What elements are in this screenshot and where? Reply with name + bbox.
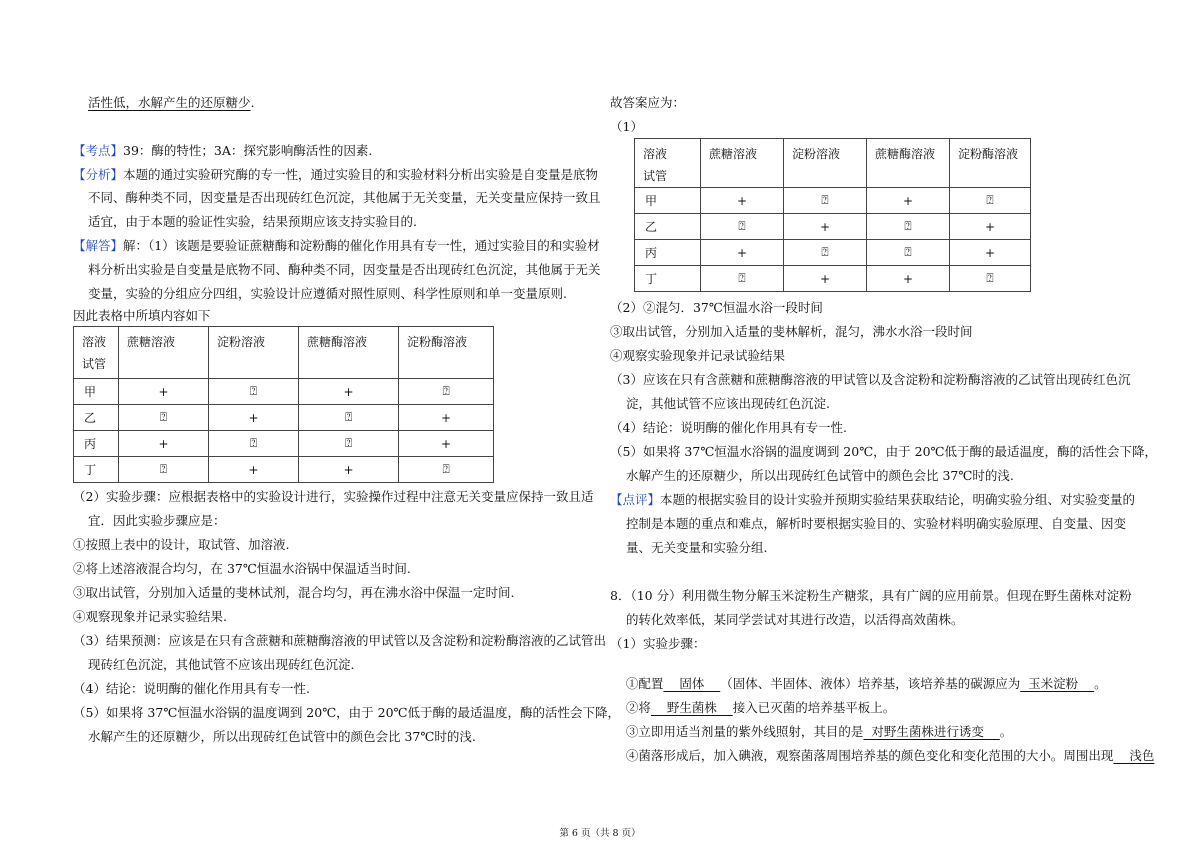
table-header: 蔗糖溶液: [701, 139, 784, 188]
answer-blank: 浅色: [1113, 748, 1155, 763]
jieda-line: 【解答】解：（1）该题是要验证蔗糖酶和淀粉酶的催化作用具有专一性，通过实验目的和实验材: [73, 238, 600, 253]
table-header: 蔗糖酶溶液: [867, 139, 950, 188]
question-8-title: 8．（10 分）利用微生物分解玉米淀粉生产糖浆，具有广阔的应用前景。但现在野生菌株对淀粉: [610, 588, 1132, 603]
text-line: 的转化效率低，某同学尝试对其进行改造，以活得高效菌株。: [626, 612, 964, 627]
text-line: ③立即用适当剂量的紫外线照射，其目的是 对野生菌株进行诱变 。: [625, 724, 1013, 739]
text-line: 控制是本题的重点和难点，解析时要根据实验目的、实验材料明确实验原理、自变量、因变: [626, 516, 1127, 531]
table-header: 淀粉酶溶液: [950, 139, 1031, 188]
text-line: ①配置 固体 （固体、半固体、液体）培养基，该培养基的碳源应为 玉米淀粉 。: [625, 676, 1107, 691]
text-line: 故答案应为：: [610, 95, 686, 110]
answer-blank: 固体: [663, 676, 721, 691]
text-line: （4）结论：说明酶的催化作用具有专一性.: [73, 681, 310, 696]
text-line: ④观察实验现象并记录试验结果: [610, 348, 786, 363]
table-header: 淀粉酶溶液: [399, 327, 494, 379]
table-header: 淀粉溶液: [784, 139, 867, 188]
answer-blank: 玉米淀粉: [1020, 676, 1095, 691]
text-line: 水解产生的还原糖少，所以出现砖红色试管中的颜色会比 37℃时的浅.: [88, 729, 476, 744]
table-row: 甲 + ⍰ + ⍰: [74, 379, 494, 405]
answer-table-left: [73, 326, 494, 483]
answer-blank: 野生菌株: [650, 700, 733, 715]
table-header-corner: 溶液 试管: [74, 327, 119, 379]
text-line: 宜．因此实验步骤应是：: [88, 513, 226, 528]
text-line: ③取出试管，分别加入适量的斐林解析，混匀，沸水水浴一段时间: [610, 324, 973, 339]
text-line: ③取出试管，分别加入适量的斐林试剂，混合均匀，再在沸水浴中保温一定时间.: [73, 585, 515, 600]
table-intro: 因此表格中所填内容如下: [73, 308, 211, 323]
table-header-corner: 溶液 试管: [635, 139, 701, 188]
text-line: （5）如果将 37℃恒温水浴锅的温度调到 20℃，由于 20℃低于酶的最适温度，酶的活性会下降，: [610, 444, 1158, 459]
text-line: （5）如果将 37℃恒温水浴锅的温度调到 20℃，由于 20℃低于酶的最适温度，酶的活性会下降，: [73, 705, 621, 720]
text-line: ②将上述溶液混合均匀，在 37℃恒温水浴锅中保温适当时间.: [73, 561, 411, 576]
answer-blank: 对野生菌株进行诱变: [863, 724, 1000, 739]
text-line: 水解产生的还原糖少，所以出现砖红色试管中的颜色会比 37℃时的浅.: [626, 468, 1014, 483]
text-line: 现砖红色沉淀，其他试管不应该出现砖红色沉淀.: [88, 657, 355, 672]
text-line: （2）实验步骤：应根据表格中的实验设计进行，实验操作过程中注意无关变量应保持一致且适: [73, 489, 594, 504]
table-row: 丁 ⍰ + + ⍰: [74, 457, 494, 483]
table-header: 蔗糖溶液: [119, 327, 209, 379]
kaodian-tag: 【考点】: [73, 143, 124, 158]
text-line: （3）结果预测：应该是在只有含蔗糖和蔗糖酶溶液的甲试管以及含淀粉和淀粉酶溶液的乙试管出: [73, 633, 606, 648]
table-row: 丙 + ⍰ ⍰ +: [74, 431, 494, 457]
fenxi-line: 【分析】本题的通过实验研究酶的专一性，通过实验目的和实验材料分析出实验是自变量是底物: [73, 167, 599, 182]
table-row: 丙 + ⍰ ⍰ +: [635, 240, 1031, 266]
text-line: 量、无关变量和实验分组.: [626, 540, 768, 555]
text-line: （1）: [610, 119, 643, 134]
table-row: 乙 ⍰ + ⍰ +: [74, 405, 494, 431]
text-line: ②将 野生菌株 接入已灭菌的培养基平板上。: [625, 700, 896, 715]
table-row: 甲 + ⍰ + ⍰: [635, 188, 1031, 214]
text-line: （4）结论：说明酶的催化作用具有专一性.: [610, 420, 847, 435]
text-line: ①按照上表中的设计，取试管、加溶液.: [73, 537, 290, 552]
table-row: 丁 ⍰ + + ⍰: [635, 266, 1031, 292]
underlined-answer: 活性低，水解产生的还原糖少: [88, 95, 251, 110]
text-line: （1）实验步骤：: [610, 636, 706, 651]
text-line: 活性低，水解产生的还原糖少.: [88, 95, 255, 110]
text-line: 料分析出实验是自变量是底物不同、酶种类不同，因变量是否出现砖红色沉淀，其他属于无关: [88, 262, 601, 277]
dianping-line: 【点评】本题的根据实验目的设计实验并预期实验结果获取结论，明确实验分组、对实验变量的: [610, 492, 1136, 507]
text-line: （3）应该在只有含蔗糖和蔗糖酶溶液的甲试管以及含淀粉和淀粉酶溶液的乙试管出现砖红色沉: [610, 372, 1131, 387]
table-row: 乙 ⍰ + ⍰ +: [635, 214, 1031, 240]
text-line: 淀，其他试管不应该出现砖红色沉淀.: [626, 396, 830, 411]
kaodian-line: 【考点】39：酶的特性；3A：探究影响酶活性的因素.: [73, 143, 373, 158]
text-line: 变量，实验的分组应分四组，实验设计应遵循对照性原则、科学性原则和单一变量原则.: [88, 286, 567, 301]
answer-table-right: [634, 138, 1031, 292]
fenxi-tag: 【分析】: [73, 167, 124, 182]
text-line: ④观察现象并记录实验结果.: [73, 609, 227, 624]
dianping-tag: 【点评】: [610, 492, 661, 507]
text-line: 不同、酶种类不同，因变量是否出现砖红色沉淀，其他属于无关变量，无关变量应保持一致且: [88, 190, 601, 205]
text-line: ④菌落形成后，加入碘液，观察菌落周围培养基的颜色变化和变化范围的大小。周围出现 浅色: [625, 748, 1155, 763]
text-line: （2）②混匀．37℃恒温水浴一段时间: [610, 300, 823, 315]
page-footer: 第 6 页（共 8 页）: [559, 828, 641, 839]
table-header: 淀粉溶液: [209, 327, 299, 379]
jieda-tag: 【解答】: [73, 238, 124, 253]
text-line: 适宜，由于本题的验证性实验，结果预期应该支持实验目的.: [88, 214, 417, 229]
table-header: 蔗糖酶溶液: [299, 327, 399, 379]
